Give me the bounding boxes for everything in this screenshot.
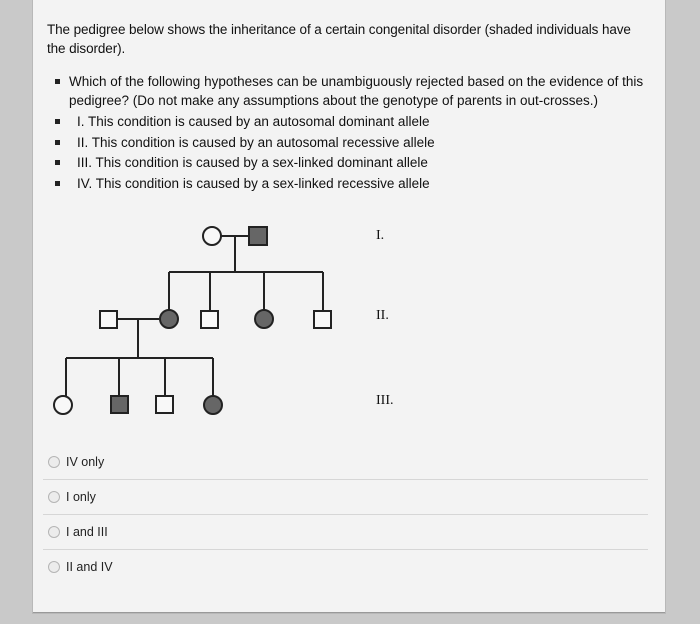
- gen1-male-affected: [249, 227, 267, 245]
- gen2-male: [201, 311, 218, 328]
- option-label: I and III: [66, 525, 108, 539]
- generation-label-III: III.: [376, 393, 394, 408]
- gen2-female-affected: [160, 310, 178, 328]
- option-label: II and IV: [66, 560, 113, 574]
- gen2-male-spouse: [100, 311, 117, 328]
- gen3-male-affected: [111, 396, 128, 413]
- generation-label-II: II.: [376, 308, 389, 323]
- radio-button[interactable]: [48, 456, 60, 468]
- option-label: IV only: [66, 455, 105, 469]
- radio-button[interactable]: [48, 526, 60, 538]
- option-i-and-iii[interactable]: [43, 514, 648, 549]
- hypothesis-item: IV. This condition is caused by a sex-linked recessive allele: [55, 174, 435, 195]
- hypothesis-item: I. This condition is caused by an autosomal dominant allele: [55, 112, 435, 133]
- option-iv-only[interactable]: [43, 445, 648, 479]
- pedigree-diagram: [33, 0, 665, 440]
- question-text: Which of the following hypotheses can be unambiguously rejected based on the evidence of this pedigree? (Do not make any assumptions about the genotype of parents in out-crosses.): [69, 74, 644, 108]
- question-sheet: [33, 0, 665, 613]
- answer-options: [43, 445, 648, 584]
- intro-text: The pedigree below shows the inheritance of a certain congenital disorder (shaded individuals have the disorder).: [47, 22, 631, 56]
- gen3-female: [54, 396, 72, 414]
- hypothesis-item: III. This condition is caused by a sex-linked dominant allele: [55, 153, 435, 174]
- radio-button[interactable]: [48, 491, 60, 503]
- gen2-female-affected: [255, 310, 273, 328]
- generation-label-I: I.: [376, 228, 385, 243]
- gen2-male: [314, 311, 331, 328]
- gen3-male: [156, 396, 173, 413]
- radio-button[interactable]: [48, 561, 60, 573]
- option-i-only[interactable]: [43, 479, 648, 514]
- option-ii-and-iv[interactable]: [43, 549, 648, 584]
- option-label: I only: [66, 490, 96, 504]
- gen1-female: [203, 227, 221, 245]
- gen3-female-affected: [204, 396, 222, 414]
- hypothesis-item: II. This condition is caused by an autosomal recessive allele: [55, 133, 435, 154]
